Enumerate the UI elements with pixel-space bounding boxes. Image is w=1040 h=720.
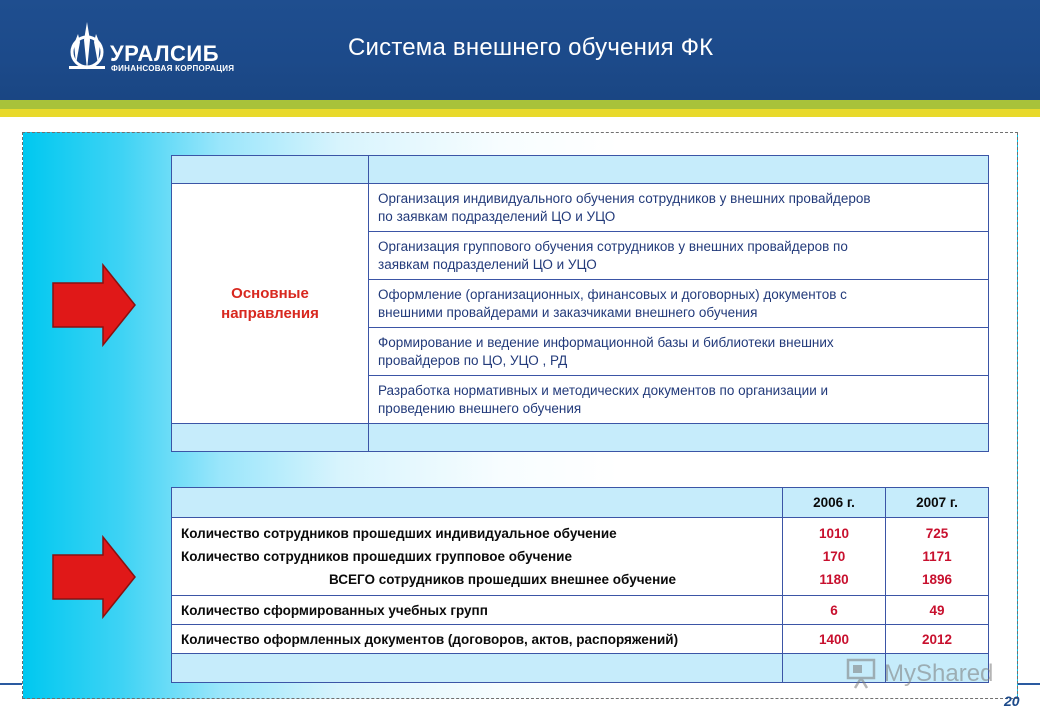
total-training-label: ВСЕГО сотрудников прошедших внешнее обучение <box>329 572 677 587</box>
groups-value-2006: 6 <box>783 596 886 625</box>
direction-line: Оформление (организационных, финансовых и договорных) документов с <box>378 286 847 302</box>
header-bar <box>0 0 1040 100</box>
direction-item <box>369 232 989 280</box>
direction-item <box>369 280 989 328</box>
year-header-2007: 2007 г. <box>886 488 989 518</box>
direction-line: Организация индивидуального обучения сотрудников у внешних провайдеров <box>378 190 871 206</box>
training-values-2006 <box>783 518 886 596</box>
direction-item <box>369 328 989 376</box>
direction-line: Формирование и ведение информационной базы и библиотеки внешних <box>378 334 834 350</box>
direction-line: проведению внешнего обучения <box>378 400 582 416</box>
training-values-2007 <box>886 518 989 596</box>
right-arrow-icon <box>51 263 137 347</box>
year-header-2006: 2006 г. <box>783 488 886 518</box>
footer-cell <box>172 654 783 683</box>
direction-line: по заявкам подразделений ЦО и УЦО <box>378 208 616 224</box>
table-row <box>172 625 989 654</box>
page-title: Система внешнего обучения ФК <box>348 34 714 61</box>
watermark <box>846 657 1006 691</box>
table-row <box>172 184 989 232</box>
training-labels <box>172 518 783 596</box>
documents-value-2006: 1400 <box>783 625 886 654</box>
green-stripe <box>0 100 1040 109</box>
direction-item <box>369 376 989 424</box>
value-cell: 1010 <box>818 526 850 541</box>
value-cell: 1180 <box>819 572 849 587</box>
header-cell <box>172 156 369 184</box>
header-cell <box>369 156 989 184</box>
direction-line: Организация группового обучения сотрудников у внешних провайдеров по <box>378 238 848 254</box>
value-cell: 1896 <box>921 572 953 587</box>
direction-line: заявкам подразделений ЦО и УЦО <box>378 256 597 272</box>
directions-label-line: направления <box>221 304 319 322</box>
yellow-stripe <box>0 109 1040 117</box>
direction-line: внешними провайдерами и заказчиками внешнего обучения <box>378 304 758 320</box>
directions-label-line: Основные <box>231 284 309 302</box>
statistics-table <box>171 487 989 683</box>
groups-label: Количество сформированных учебных групп <box>172 596 783 625</box>
table-row <box>172 518 989 596</box>
footer-cell <box>369 424 989 452</box>
brand-name: УРАЛСИБ <box>110 41 220 66</box>
direction-item <box>369 184 989 232</box>
watermark-text: MyShared <box>884 660 994 687</box>
header-cell <box>172 488 783 518</box>
page-number: 20 <box>1004 693 1020 709</box>
table-row <box>172 156 989 184</box>
uralsib-logo-icon <box>66 20 108 76</box>
presentation-board-icon <box>846 657 880 689</box>
right-arrow-icon <box>51 535 137 619</box>
individual-training-label: Количество сотрудников прошедших индивидуальное обучение <box>181 526 617 541</box>
table-row <box>172 596 989 625</box>
value-cell: 170 <box>822 549 846 564</box>
brand-logo <box>66 20 246 76</box>
directions-table <box>171 155 989 452</box>
direction-line: провайдеров по ЦО, УЦО , РД <box>378 352 568 368</box>
directions-label <box>172 184 369 424</box>
documents-value-2007: 2012 <box>886 625 989 654</box>
value-cell: 725 <box>925 526 949 541</box>
groups-value-2007: 49 <box>886 596 989 625</box>
value-cell: 1171 <box>922 549 952 564</box>
direction-line: Разработка нормативных и методических документов по организации и <box>378 382 829 398</box>
brand-subtitle: ФИНАНСОВАЯ КОРПОРАЦИЯ <box>111 64 235 73</box>
group-training-label: Количество сотрудников прошедших групповое обучение <box>181 549 572 564</box>
table-row <box>172 488 989 518</box>
table-row <box>172 424 989 452</box>
documents-label: Количество оформленных документов (договоров, актов, распоряжений) <box>172 625 783 654</box>
footer-cell <box>172 424 369 452</box>
